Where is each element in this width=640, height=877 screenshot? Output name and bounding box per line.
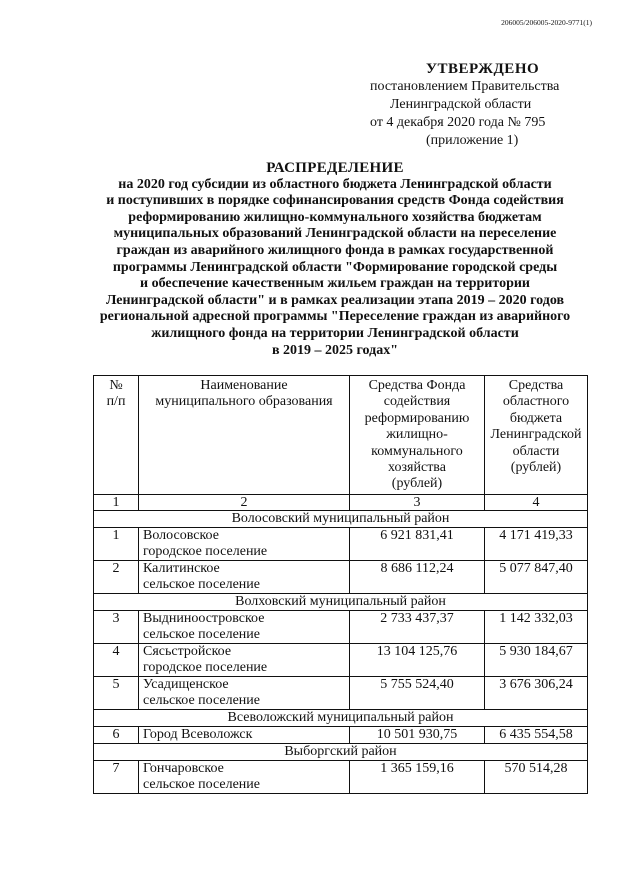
row-name [139,761,350,794]
name-line: Усадищенское [143,677,229,692]
table-header-row [94,376,588,495]
header-text: Средства Фонда [368,378,466,393]
header-text: хозяйства [388,460,446,476]
row-fund: 6 921 831,41 [350,528,485,561]
row-num: 7 [94,761,139,794]
row-regional: 6 435 554,58 [485,727,588,744]
table-row [94,611,588,644]
row-name [139,727,350,744]
header-text: Ленинградской [490,427,582,443]
row-num: 3 [94,611,139,644]
name-line: Калитинское [143,561,220,576]
header-text: жилищно- [386,427,448,443]
table-row [94,761,588,794]
col-number: 3 [350,495,485,511]
name-line: сельское поселение [143,577,260,592]
document-title [60,160,610,359]
row-fund: 2 733 437,37 [350,611,485,644]
approval-line-1: постановлением Правительства [370,79,560,94]
name-line: сельское поселение [143,693,260,708]
title-line: реформированию жилищно-коммунального хозяйства бюджетам [128,209,542,225]
header-text: п/п [106,394,126,410]
name-line: Город Всеволожск [143,727,253,742]
approval-line-3: от 4 декабря 2020 года № 795 [370,115,546,130]
header-text: содействия [383,394,451,410]
title-line: на 2020 год субсидии из областного бюджета Ленинградской области [118,176,552,192]
row-regional: 570 514,28 [485,761,588,794]
row-name [139,677,350,710]
section-row [94,744,588,761]
header-text: Наименование [200,378,288,393]
header-text: областного [502,394,570,410]
row-fund: 1 365 159,16 [350,761,485,794]
row-num: 6 [94,727,139,744]
row-regional: 4 171 419,33 [485,528,588,561]
row-fund: 13 104 125,76 [350,644,485,677]
title-main: РАСПРЕДЕЛЕНИЕ [266,160,404,176]
header-text: (рублей) [391,476,443,492]
title-line: граждан из аварийного жилищного фонда в рамках государственной [116,242,554,258]
row-fund: 5 755 524,40 [350,677,485,710]
row-fund: 8 686 112,24 [350,561,485,594]
title-line: и поступивших в порядке софинансирования средств Фонда содействия [106,193,564,209]
title-line: и обеспечение качественным жильем граждан на территории [140,276,530,292]
name-line: Выдниноостровское [143,611,265,626]
section-title: Всеволожский муниципальный район [94,710,588,727]
header-text: Средства [508,378,564,393]
header-text: коммунального [371,443,463,459]
row-name [139,528,350,561]
row-name [139,644,350,677]
header-text: № [109,378,123,393]
table-row [94,644,588,677]
row-regional: 5 930 184,67 [485,644,588,677]
name-line: Сясьстройское [143,644,232,659]
row-name [139,561,350,594]
approval-block [370,60,590,150]
row-num: 4 [94,644,139,677]
header-text: области [512,443,560,459]
header-text: (рублей) [510,460,562,476]
table-row [94,528,588,561]
row-name [139,611,350,644]
col-number: 1 [94,495,139,511]
table-row [94,677,588,710]
row-num: 1 [94,528,139,561]
name-line: Гончаровское [143,761,224,776]
approval-line-2: Ленинградской области [390,97,532,112]
name-line: сельское поселение [143,777,260,792]
col-number: 2 [139,495,350,511]
title-line: региональной адресной программы "Переселение граждан из аварийного [99,309,571,325]
header-name [139,376,350,495]
header-text: реформированию [364,410,470,426]
header-regional [485,376,588,495]
name-line: городское поселение [143,660,268,675]
section-row [94,710,588,727]
section-title: Волховский муниципальный район [94,594,588,611]
column-number-row [94,495,588,511]
title-line: программы Ленинградской области "Формирование городской среды [112,259,558,275]
approval-heading: УТВЕРЖДЕНО [426,61,540,77]
table-row [94,561,588,594]
title-line: Ленинградской области" и в рамках реализации этапа 2019 – 2020 годов [105,292,565,308]
header-num [94,376,139,495]
title-line: муниципальных образований Ленинградской области на переселение [113,226,557,242]
header-text: бюджета [509,410,563,426]
row-num: 5 [94,677,139,710]
row-num: 2 [94,561,139,594]
title-line: жилищного фонда на территории Ленинградской области [151,325,519,341]
name-line: городское поселение [143,544,268,559]
row-regional: 3 676 306,24 [485,677,588,710]
row-fund: 10 501 930,75 [350,727,485,744]
distribution-table [93,375,588,794]
row-regional: 5 077 847,40 [485,561,588,594]
header-text: муниципального образования [155,394,333,410]
name-line: Волосовское [143,528,219,543]
section-row [94,594,588,611]
col-number: 4 [485,495,588,511]
row-regional: 1 142 332,03 [485,611,588,644]
approval-line-4: (приложение 1) [426,133,519,148]
section-title: Волосовский муниципальный район [94,511,588,528]
section-row [94,511,588,528]
section-title: Выборгский район [94,744,588,761]
title-line: в 2019 – 2025 годах" [271,342,399,358]
document-id: 206005/206005-2020-9771(1) [501,18,592,27]
header-fund [350,376,485,495]
table-row [94,727,588,744]
name-line: сельское поселение [143,627,260,642]
